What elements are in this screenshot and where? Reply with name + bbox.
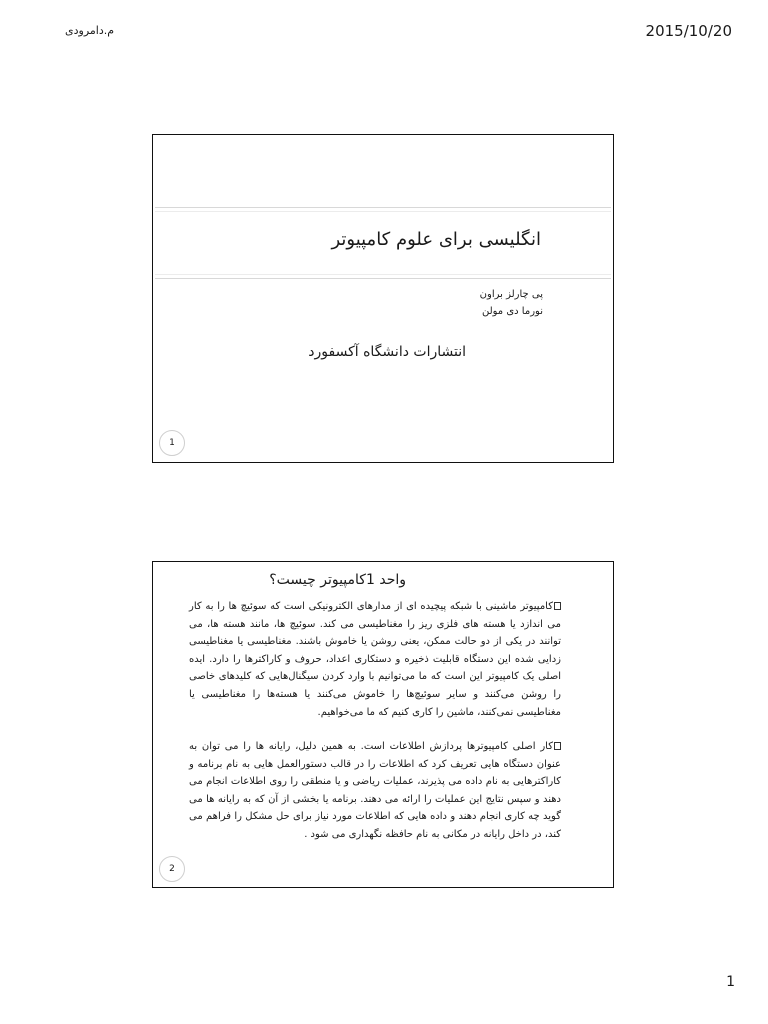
paragraph-text: کامپیوتر ماشینی با شبکه پیچیده ای از مدارهای الکترونیکی است که سوئیچ ها را به کار می اندازد یا هسته های فلزی ریز را مغناطیسی می کند. سوئیچ ها، مانند هسته ها، می توانند در یکی از دو حالت ممکن، یعنی روشن یا خاموش باشند. مغناطیسی یا مغناطیسی زدایی شده این دستگاه قابلیت ذخیره و دستکاری اعداد، حروف و کاراکترها را دارد. ایده اصلی یک کامپیوتر این است که ما می‌توانیم با وارد کردن سیگنال‌هایی که کلیدهای خاصی را روشن می‌کنند و سایر سوئیچ‌ها را خاموش می‌کنند یا هسته‌ها را مغناطیسی یا مغناطیسی نمی‌کنند، ماشین را کاری کنیم که ما می‌خواهیم. [189,601,561,718]
paragraph-text: کار اصلی کامپیوترها پردازش اطلاعات است. به همین دلیل، رایانه ها را می توان به عنوان دستگاه هایی تعریف کرد که اطلاعات را در قالب دستورالعمل هایی به نام برنامه و کاراکترهایی به نام داده می پذیرند، عملیات ریاضی و یا منطقی را روی اطلاعات انجام می دهند و سپس نتایج این عملیات را ارائه می دهند. برنامه یا بخشی از آن که به رایانه ها می گوید چه کاری انجام دهند و داده هایی که اطلاعات مورد نیاز برای حل مشکل را فراهم می کند، در داخل رایانه در مکانی به نام حافظه نگهداری می شود . [189,741,561,840]
slide-2 [152,561,614,888]
header-date: 2015/10/20 [645,22,732,40]
page-number: 1 [726,974,735,990]
slide-2-paragraph-2 [189,738,561,844]
slide-1 [152,134,614,463]
slide-1-title: انگلیسی برای علوم کامپیوتر [331,229,541,250]
bullet-square-icon [554,742,561,750]
header-author: م.دامرودی [65,24,115,37]
slide-2-title: واحد 1کامپیوتر چیست؟ [269,572,406,588]
bullet-square-icon [554,602,561,610]
slide-2-number-badge: 2 [159,856,185,882]
slide-1-number-badge: 1 [159,430,185,456]
slide-1-publisher: انتشارات دانشگاه آکسفورد [308,344,466,360]
slide-2-paragraph-1 [189,598,561,721]
slide-1-author-1: پی چارلز براون [479,289,543,300]
slide-1-author-2: نورما دی مولن [481,306,543,317]
